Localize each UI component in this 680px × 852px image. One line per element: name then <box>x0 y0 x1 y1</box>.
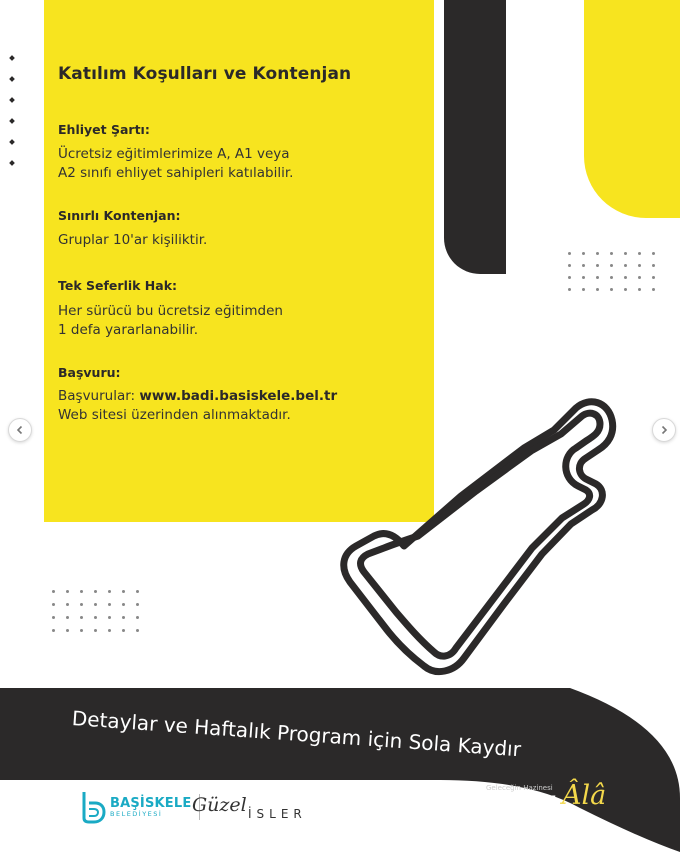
section-heading-quota: Sınırlı Kontenjan: <box>58 208 181 223</box>
section-text-one-time-1: Her sürücü bu ücretsiz eğitimden <box>58 303 283 319</box>
basiskele-subtitle: BELEDİYESİ <box>110 809 163 818</box>
genci-main-text: genç-i <box>486 792 556 816</box>
chevron-left-icon <box>15 425 25 435</box>
page-title: Katılım Koşulları ve Kontenjan <box>58 64 352 84</box>
application-url[interactable]: www.badi.basiskele.bel.tr <box>139 388 338 404</box>
section-text-one-time-2: 1 defa yararlanabilir. <box>58 322 198 338</box>
dot-grid-left <box>52 590 139 632</box>
application-prefix: Başvurular: <box>58 388 140 404</box>
section-text-quota-1: Gruplar 10'ar kişiliktir. <box>58 232 208 248</box>
swipe-left-banner: Detaylar ve Haftalık Program için Sola Kaydır <box>71 706 522 762</box>
next-slide-button[interactable] <box>652 418 676 442</box>
race-track-icon <box>286 386 626 686</box>
basiskele-b-icon <box>80 790 106 824</box>
yellow-corner-decor <box>584 0 680 218</box>
genci-ala-text: Âlâ <box>562 780 607 811</box>
section-text-license-1: Ücretsiz eğitimlerimize A, A1 veya <box>58 146 290 162</box>
section-heading-application: Başvuru: <box>58 365 121 380</box>
genci-ala-logo <box>484 780 624 844</box>
section-heading-license: Ehliyet Şartı: <box>58 122 150 137</box>
application-line-2: Web sitesi üzerinden alınmaktadır. <box>58 407 291 423</box>
isler-text: İSLER <box>248 807 307 821</box>
application-line-1 <box>58 387 337 406</box>
section-heading-one-time: Tek Seferlik Hak: <box>58 278 178 293</box>
basiskele-name: BAŞİSKELE <box>110 795 192 811</box>
section-text-license-2: A2 sınıfı ehliyet sahipleri katılabilir. <box>58 165 294 181</box>
genci-city-text: BAŞİSKELE <box>510 824 584 834</box>
genci-tagline: Geleceğin Hazinesi <box>486 784 553 792</box>
left-diamond-dots <box>10 56 14 182</box>
dot-grid-right <box>568 252 655 291</box>
dark-decor-bar <box>444 0 506 274</box>
basiskele-logo <box>80 790 208 824</box>
prev-slide-button[interactable] <box>8 418 32 442</box>
chevron-right-icon <box>659 425 669 435</box>
guzel-text: Güzel <box>192 794 247 816</box>
